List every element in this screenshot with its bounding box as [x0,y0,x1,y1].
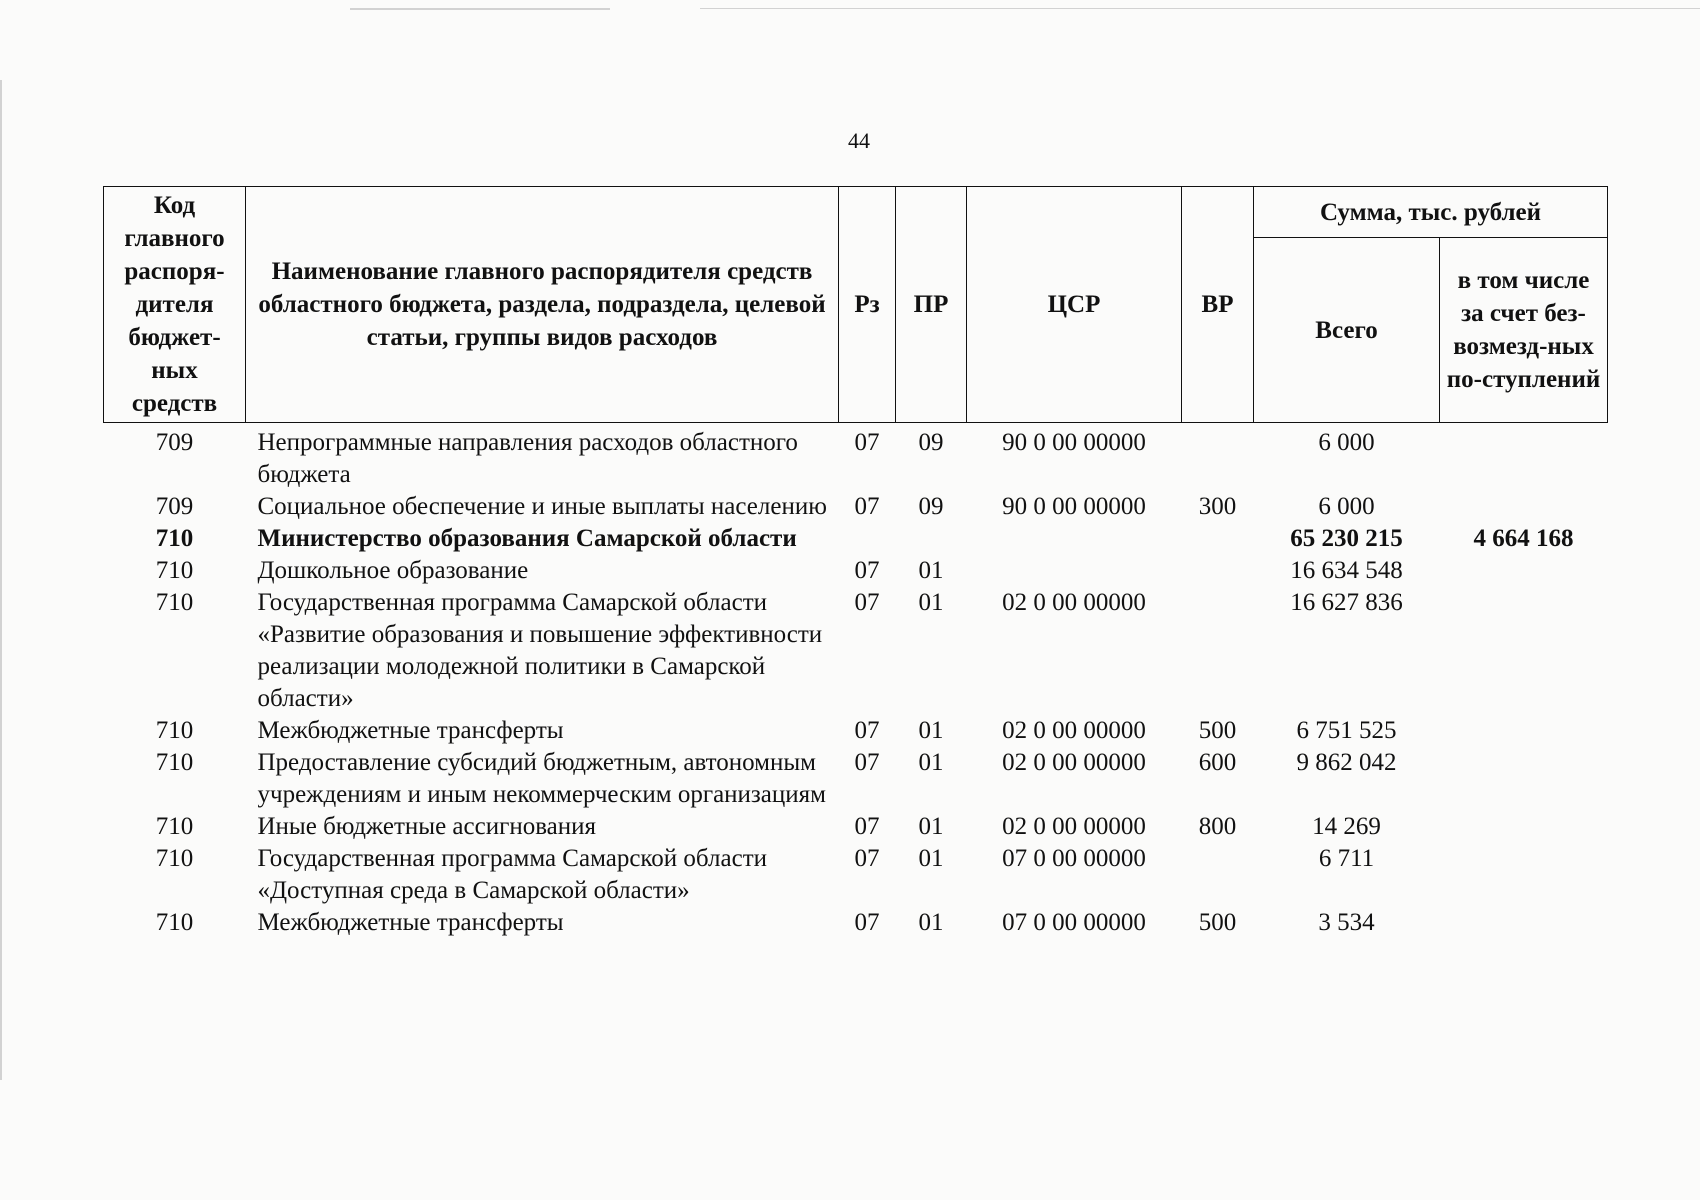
cell-code: 710 [155,749,194,776]
cell-grant [1440,843,1608,907]
cell-grant: 4 664 168 [1473,525,1574,552]
header-rz: Рз [839,187,896,423]
cell-grant [1440,555,1608,587]
cell-name: Дошкольное образование [257,557,529,584]
scan-top-line [700,8,1700,9]
cell-rz: 07 [854,717,880,744]
cell-total: 9 862 042 [1296,749,1397,776]
cell-total: 3 534 [1318,909,1375,936]
cell-name: Предоставление субсидий бюджетным, автономным учреждениям и иным некоммерческим организациям [257,749,826,808]
cell-pr: 01 [918,589,944,616]
cell-rz: 07 [854,493,880,520]
cell-pr: 01 [918,813,944,840]
table-row [104,587,1608,715]
header-grant: в том числе за счет без-возмезд-ных по-ступлений [1440,238,1608,423]
cell-vr: 800 [1198,813,1237,840]
scan-edge-mark [0,80,2,1080]
cell-total: 6 751 525 [1296,717,1397,744]
cell-vr: 600 [1198,749,1237,776]
cell-pr: 09 [918,493,944,520]
cell-vr [1182,423,1254,492]
cell-code: 710 [155,845,194,872]
cell-vr: 500 [1198,909,1237,936]
header-name: Наименование главного распорядителя средств областного бюджета, раздела, подраздела, целевой статьи, группы видов расходов [246,187,839,423]
table-row [104,843,1608,907]
header-vr: ВР [1182,187,1254,423]
cell-rz: 07 [854,749,880,776]
cell-code: 710 [155,525,194,552]
cell-code: 710 [155,557,194,584]
header-csr: ЦСР [967,187,1182,423]
cell-csr [967,523,1182,555]
cell-total: 6 000 [1318,493,1375,520]
table-row [104,491,1608,523]
cell-grant [1440,423,1608,492]
cell-grant [1440,715,1608,747]
header-total: Всего [1254,238,1440,423]
cell-pr: 01 [918,557,944,584]
cell-rz: 07 [854,813,880,840]
cell-vr [1182,555,1254,587]
cell-vr: 500 [1198,717,1237,744]
cell-csr: 07 0 00 00000 [1002,845,1146,872]
cell-grant [1440,587,1608,715]
cell-csr: 02 0 00 00000 [1002,589,1146,616]
cell-total: 16 634 548 [1290,557,1403,584]
cell-name: Межбюджетные трансферты [257,717,564,744]
table-body [104,423,1608,940]
cell-code: 709 [155,429,194,456]
cell-pr: 01 [918,749,944,776]
cell-name: Межбюджетные трансферты [257,909,564,936]
cell-pr [896,523,967,555]
cell-csr [967,555,1182,587]
cell-name: Иные бюджетные ассигнования [257,813,597,840]
cell-name: Государственная программа Самарской области «Доступная среда в Самарской области» [257,845,767,904]
table-row [104,523,1608,555]
cell-rz: 07 [854,909,880,936]
cell-csr: 02 0 00 00000 [1002,717,1146,744]
cell-vr [1182,843,1254,907]
cell-rz: 07 [854,429,880,456]
cell-grant [1440,491,1608,523]
cell-total: 6 711 [1318,845,1375,872]
cell-pr: 01 [918,845,944,872]
cell-pr: 01 [918,717,944,744]
cell-csr: 90 0 00 00000 [1002,493,1146,520]
cell-csr: 90 0 00 00000 [1002,429,1146,456]
cell-pr: 01 [918,909,944,936]
cell-grant [1440,811,1608,843]
cell-rz: 07 [854,845,880,872]
cell-csr: 02 0 00 00000 [1002,749,1146,776]
cell-name: Министерство образования Самарской области [257,525,797,552]
cell-vr: 300 [1198,493,1237,520]
cell-name: Государственная программа Самарской области «Развитие образования и повышение эффективности реализации молодежной политики в Самарской области» [257,589,823,712]
cell-code: 710 [155,717,194,744]
table-row [104,555,1608,587]
table-row [104,811,1608,843]
cell-total: 6 000 [1318,429,1375,456]
cell-pr: 09 [918,429,944,456]
scan-top-mark [350,8,610,10]
header-pr: ПР [896,187,967,423]
table-row [104,423,1608,492]
table-row [104,907,1608,939]
cell-grant [1440,747,1608,811]
cell-grant [1440,907,1608,939]
cell-rz: 07 [854,557,880,584]
cell-total: 65 230 215 [1290,525,1403,552]
cell-code: 710 [155,909,194,936]
table-row [104,715,1608,747]
table-row [104,747,1608,811]
cell-vr [1182,587,1254,715]
page-number: 44 [848,128,870,153]
table-header [104,187,1608,423]
cell-total: 16 627 836 [1290,589,1403,616]
cell-csr: 07 0 00 00000 [1002,909,1146,936]
header-code: Код главного распоря-дителя бюджет-ных средств [104,187,246,423]
cell-code: 709 [155,493,194,520]
cell-rz [839,523,896,555]
cell-name: Непрограммные направления расходов областного бюджета [257,429,798,488]
cell-code: 710 [155,589,194,616]
cell-rz: 07 [854,589,880,616]
cell-vr [1182,523,1254,555]
cell-csr: 02 0 00 00000 [1002,813,1146,840]
cell-code: 710 [155,813,194,840]
header-sum-group: Сумма, тыс. рублей [1254,187,1608,238]
budget-table [103,186,1608,939]
cell-total: 14 269 [1312,813,1381,840]
cell-name: Социальное обеспечение и иные выплаты населению [257,493,827,520]
